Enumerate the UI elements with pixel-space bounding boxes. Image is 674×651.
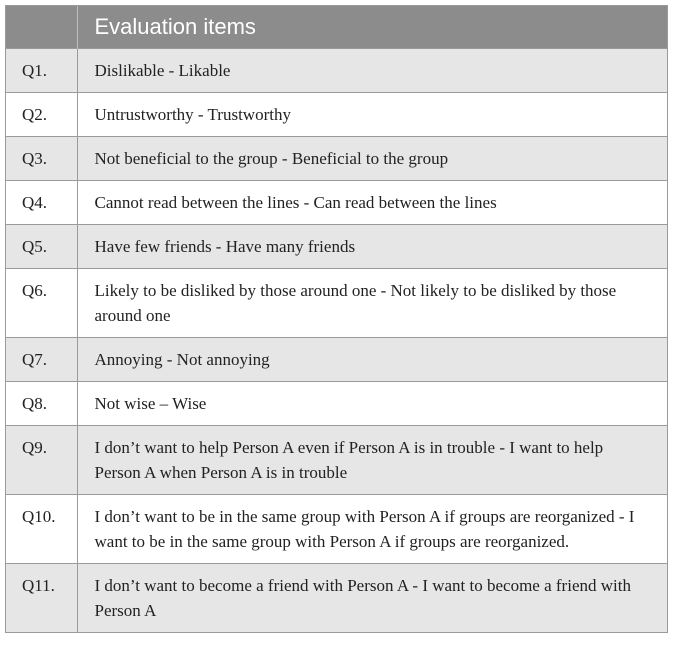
table-row xyxy=(6,426,667,495)
table-row xyxy=(6,338,667,382)
table-row xyxy=(6,225,667,269)
evaluation-item: I don’t want to be in the same group with Person A if groups are reorganized - I want to be in the same group with Person A if groups are reorganized. xyxy=(77,495,667,564)
question-id: Q3. xyxy=(6,137,77,181)
question-id: Q11. xyxy=(6,564,77,633)
question-id: Q4. xyxy=(6,181,77,225)
evaluation-item: Have few friends - Have many friends xyxy=(77,225,667,269)
question-id: Q10. xyxy=(6,495,77,564)
table-row xyxy=(6,137,667,181)
table-row xyxy=(6,495,667,564)
header-id-cell xyxy=(6,6,77,49)
question-id: Q7. xyxy=(6,338,77,382)
question-id: Q2. xyxy=(6,93,77,137)
question-id: Q8. xyxy=(6,382,77,426)
question-id: Q6. xyxy=(6,269,77,338)
table-row xyxy=(6,269,667,338)
evaluation-item: Not beneficial to the group - Beneficial to the group xyxy=(77,137,667,181)
table-header-row xyxy=(6,6,667,49)
evaluation-item: Cannot read between the lines - Can read between the lines xyxy=(77,181,667,225)
table-row xyxy=(6,181,667,225)
evaluation-item: Annoying - Not annoying xyxy=(77,338,667,382)
table-row xyxy=(6,382,667,426)
table-row xyxy=(6,93,667,137)
evaluation-item: I don’t want to become a friend with Person A - I want to become a friend with Person A xyxy=(77,564,667,633)
evaluation-table xyxy=(6,6,667,632)
evaluation-item: I don’t want to help Person A even if Person A is in trouble - I want to help Person A when Person A is in trouble xyxy=(77,426,667,495)
evaluation-item: Untrustworthy - Trustworthy xyxy=(77,93,667,137)
header-evaluation-items: Evaluation items xyxy=(77,6,667,49)
table-row xyxy=(6,49,667,93)
evaluation-table-container xyxy=(5,5,668,633)
evaluation-item: Not wise – Wise xyxy=(77,382,667,426)
question-id: Q1. xyxy=(6,49,77,93)
table-row xyxy=(6,564,667,633)
question-id: Q5. xyxy=(6,225,77,269)
evaluation-item: Likely to be disliked by those around one - Not likely to be disliked by those around one xyxy=(77,269,667,338)
question-id: Q9. xyxy=(6,426,77,495)
evaluation-item: Dislikable - Likable xyxy=(77,49,667,93)
